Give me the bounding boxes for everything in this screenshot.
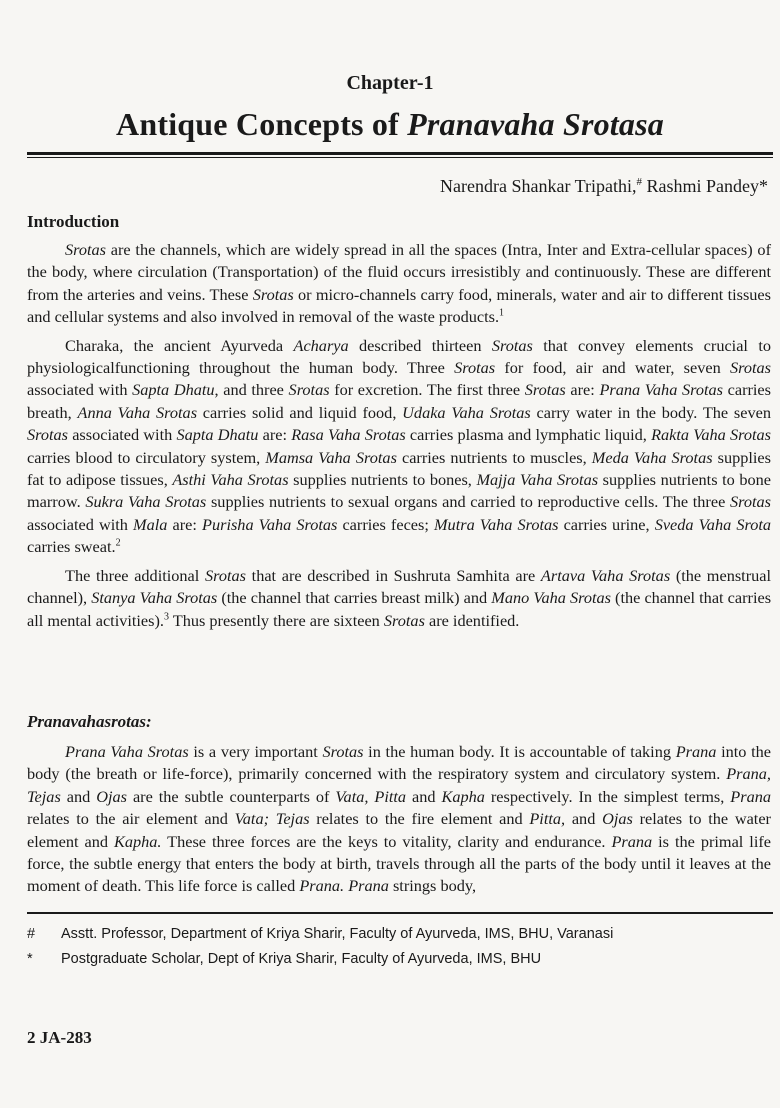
title-italic: Pranavaha Srotasa	[407, 106, 664, 142]
footnote-ref-1: 1	[499, 307, 505, 319]
paragraph-4: Prana Vaha Srotas is a very important Srotas in the human body. It is accountable of taking Prana into the body (the breath or life-force), primarily concerned with the respiratory system and circulatory system. Prana, Tejas and Ojas are the subtle counterparts of Vata, Pitta and Kapha respectively. In the simplest terms, Prana relates to the air element and Vata; Tejas relates to the fire element and Pitta, and Ojas relates to the water element and Kapha. These three forces are the keys to vitality, clarity and endurance. Prana is the primal life force, the subtle energy that enters the body at birth, travels through all the parts of the body until it leaves at the moment of death. This life force is called Prana. Prana strings body,	[27, 742, 771, 896]
section-heading-introduction: Introduction	[27, 212, 120, 231]
paragraph-2: Charaka, the ancient Ayurveda Acharya described thirteen Srotas that convey elements crucial to physiologicalfunctioning throughout the human body. Three Srotas for food, air and water, seven Srotas associated with Sapta Dhatu, and three Srotas for excretion. The first three Srotas are: Prana Vaha Srotas carries breath, Anna Vaha Srotas carries solid and liquid food, Udaka Vaha Srotas carry water in the body. The seven Srotas associated with Sapta Dhatu are: Rasa Vaha Srotas carries plasma and lymphatic liquid, Rakta Vaha Srotas carries blood to circulatory system, Mamsa Vaha Srotas carries nutrients to muscles, Meda Vaha Srotas supplies fat to adipose tissues, Asthi Vaha Srotas supplies nutrients to bones, Majja Vaha Srotas supplies nutrients to bone marrow. Sukra Vaha Srotas supplies nutrients to sexual organs and carried to reproductive cells. The three Srotas associated with Mala are: Purisha Vaha Srotas carries feces; Mutra Vaha Srotas carries urine, Sveda Vaha Srota carries sweat.$^2$	[27, 335, 772, 557]
footnote-rule	[27, 912, 773, 914]
footnote-1-mark: #	[27, 926, 36, 942]
intro-body	[27, 239, 771, 632]
footnote-2	[27, 951, 541, 967]
paragraph-3: The three additional Srotas that are described in Sushruta Samhita are Artava Vaha Srotas (the menstrual channel), Stanya Vaha Srotas (the channel that carries breast milk) and Mano Vaha Srotas (the channel that carries all mental activities).$^3$ Thus presently there are sixteen Srotas are identified.	[27, 565, 772, 630]
page-title	[0, 106, 780, 143]
title-rule-thin	[27, 157, 773, 158]
footnote-1-text: Asstt. Professor, Department of Kriya Sharir, Faculty of Ayurveda, IMS, BHU, Varanasi	[61, 926, 614, 942]
footnote-2-text: Postgraduate Scholar, Dept of Kriya Sharir, Faculty of Ayurveda, IMS, BHU	[61, 951, 542, 967]
author-2: Rashmi Pandey*	[642, 176, 768, 196]
author-1-mark: #	[636, 176, 642, 188]
footnote-2-mark: *	[27, 951, 33, 967]
footnote-ref-2: 2	[115, 537, 121, 549]
paragraph-1: Srotas are the channels, which are widely spread in all the spaces (Intra, Inter and Extra-cellular spaces) of the body, where circulation (Transportation) of the fluid occurs irresistibly and continuously. These are different from the arteries and veins. These Srotas or micro-channels carry food, minerals, water and air to different tissues and cellular systems and also involved in removal of the waste products.$^1$	[27, 240, 771, 327]
title-rule-thick	[27, 152, 773, 155]
footnote-ref-3: 3	[163, 611, 169, 623]
author-1: Narendra Shankar Tripathi,	[440, 176, 637, 196]
footnote-1	[27, 926, 613, 942]
page-number: 2 JA-283	[27, 1028, 92, 1047]
chapter-label: Chapter-1	[346, 72, 434, 94]
title-plain: Antique Concepts of	[116, 106, 408, 142]
section-heading-pranavahasrotas: Pranavahasrotas:	[27, 712, 152, 731]
prana-body	[27, 741, 771, 898]
author-line	[440, 176, 768, 197]
